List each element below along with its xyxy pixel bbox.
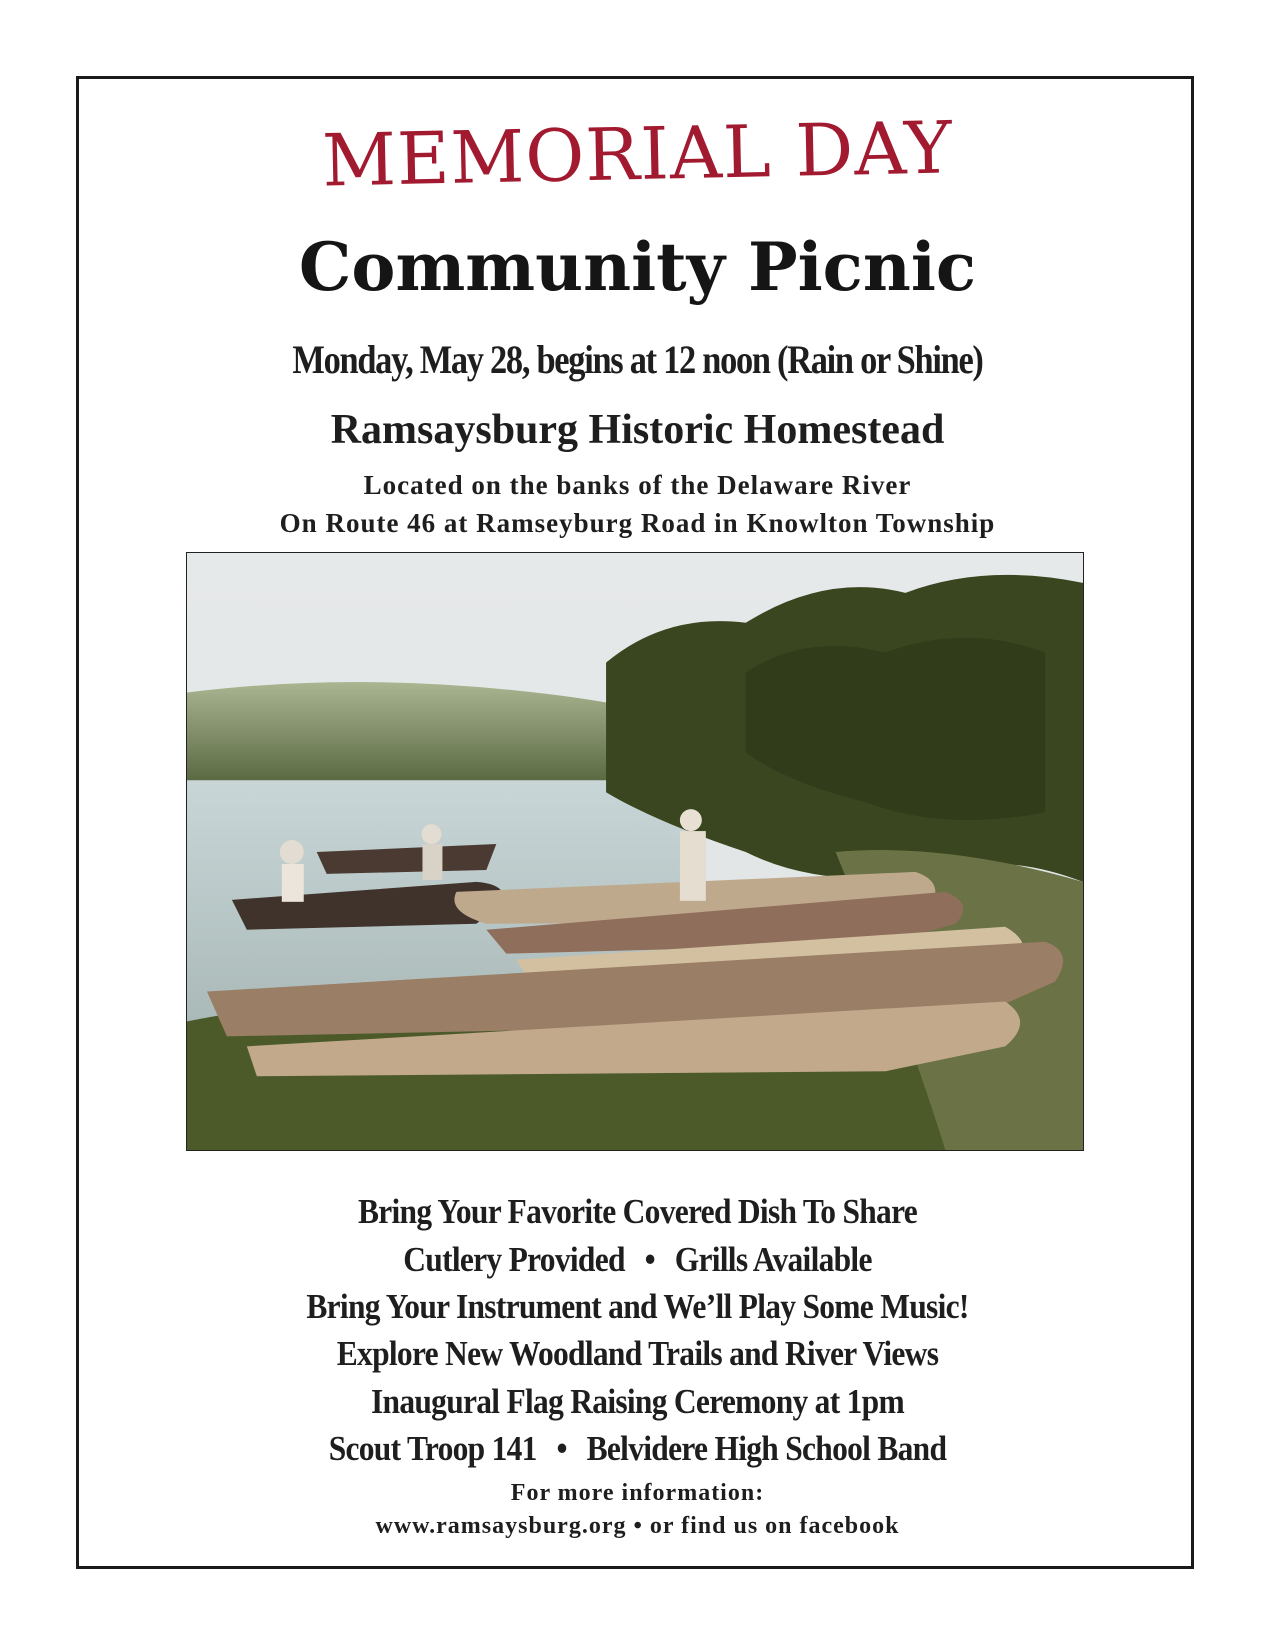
detail-flag-ceremony: Inaugural Flag Raising Ceremony at 1pm bbox=[371, 1382, 904, 1421]
detail-grills: Grills Available bbox=[674, 1240, 872, 1279]
bullet-separator: • bbox=[556, 1429, 567, 1468]
rowboats-photo bbox=[186, 552, 1084, 1151]
detail-cutlery: Cutlery Provided bbox=[403, 1240, 625, 1279]
bullet-separator: • bbox=[644, 1240, 655, 1279]
detail-cutlery-grills bbox=[64, 1240, 1212, 1280]
poster-subtitle: Community Picnic bbox=[298, 228, 977, 306]
poster-title: MEMORIAL DAY bbox=[321, 105, 954, 203]
event-venue: Ramsaysburg Historic Homestead bbox=[330, 407, 945, 453]
website-link[interactable]: www.ramsaysburg.org bbox=[375, 1513, 627, 1539]
detail-scout-troop: Scout Troop 141 bbox=[328, 1429, 537, 1468]
location-line-1: Located on the banks of the Delaware River bbox=[363, 470, 912, 500]
detail-trails: Explore New Woodland Trails and River Views bbox=[336, 1334, 939, 1373]
info-label: For more information: bbox=[510, 1480, 765, 1506]
info-contact bbox=[0, 1513, 1275, 1540]
event-date: Monday, May 28, begins at 12 noon (Rain or Shine) bbox=[292, 337, 983, 382]
location-line-2: On Route 46 at Ramseyburg Road in Knowlton Township bbox=[279, 508, 996, 538]
facebook-text: or find us on facebook bbox=[649, 1513, 900, 1539]
detail-band: Belvidere High School Band bbox=[586, 1429, 947, 1468]
detail-scout-band bbox=[64, 1429, 1212, 1469]
info-separator: • bbox=[633, 1513, 643, 1539]
detail-music: Bring Your Instrument and We’ll Play Some Music! bbox=[306, 1287, 969, 1326]
detail-covered-dish: Bring Your Favorite Covered Dish To Share bbox=[357, 1192, 918, 1231]
